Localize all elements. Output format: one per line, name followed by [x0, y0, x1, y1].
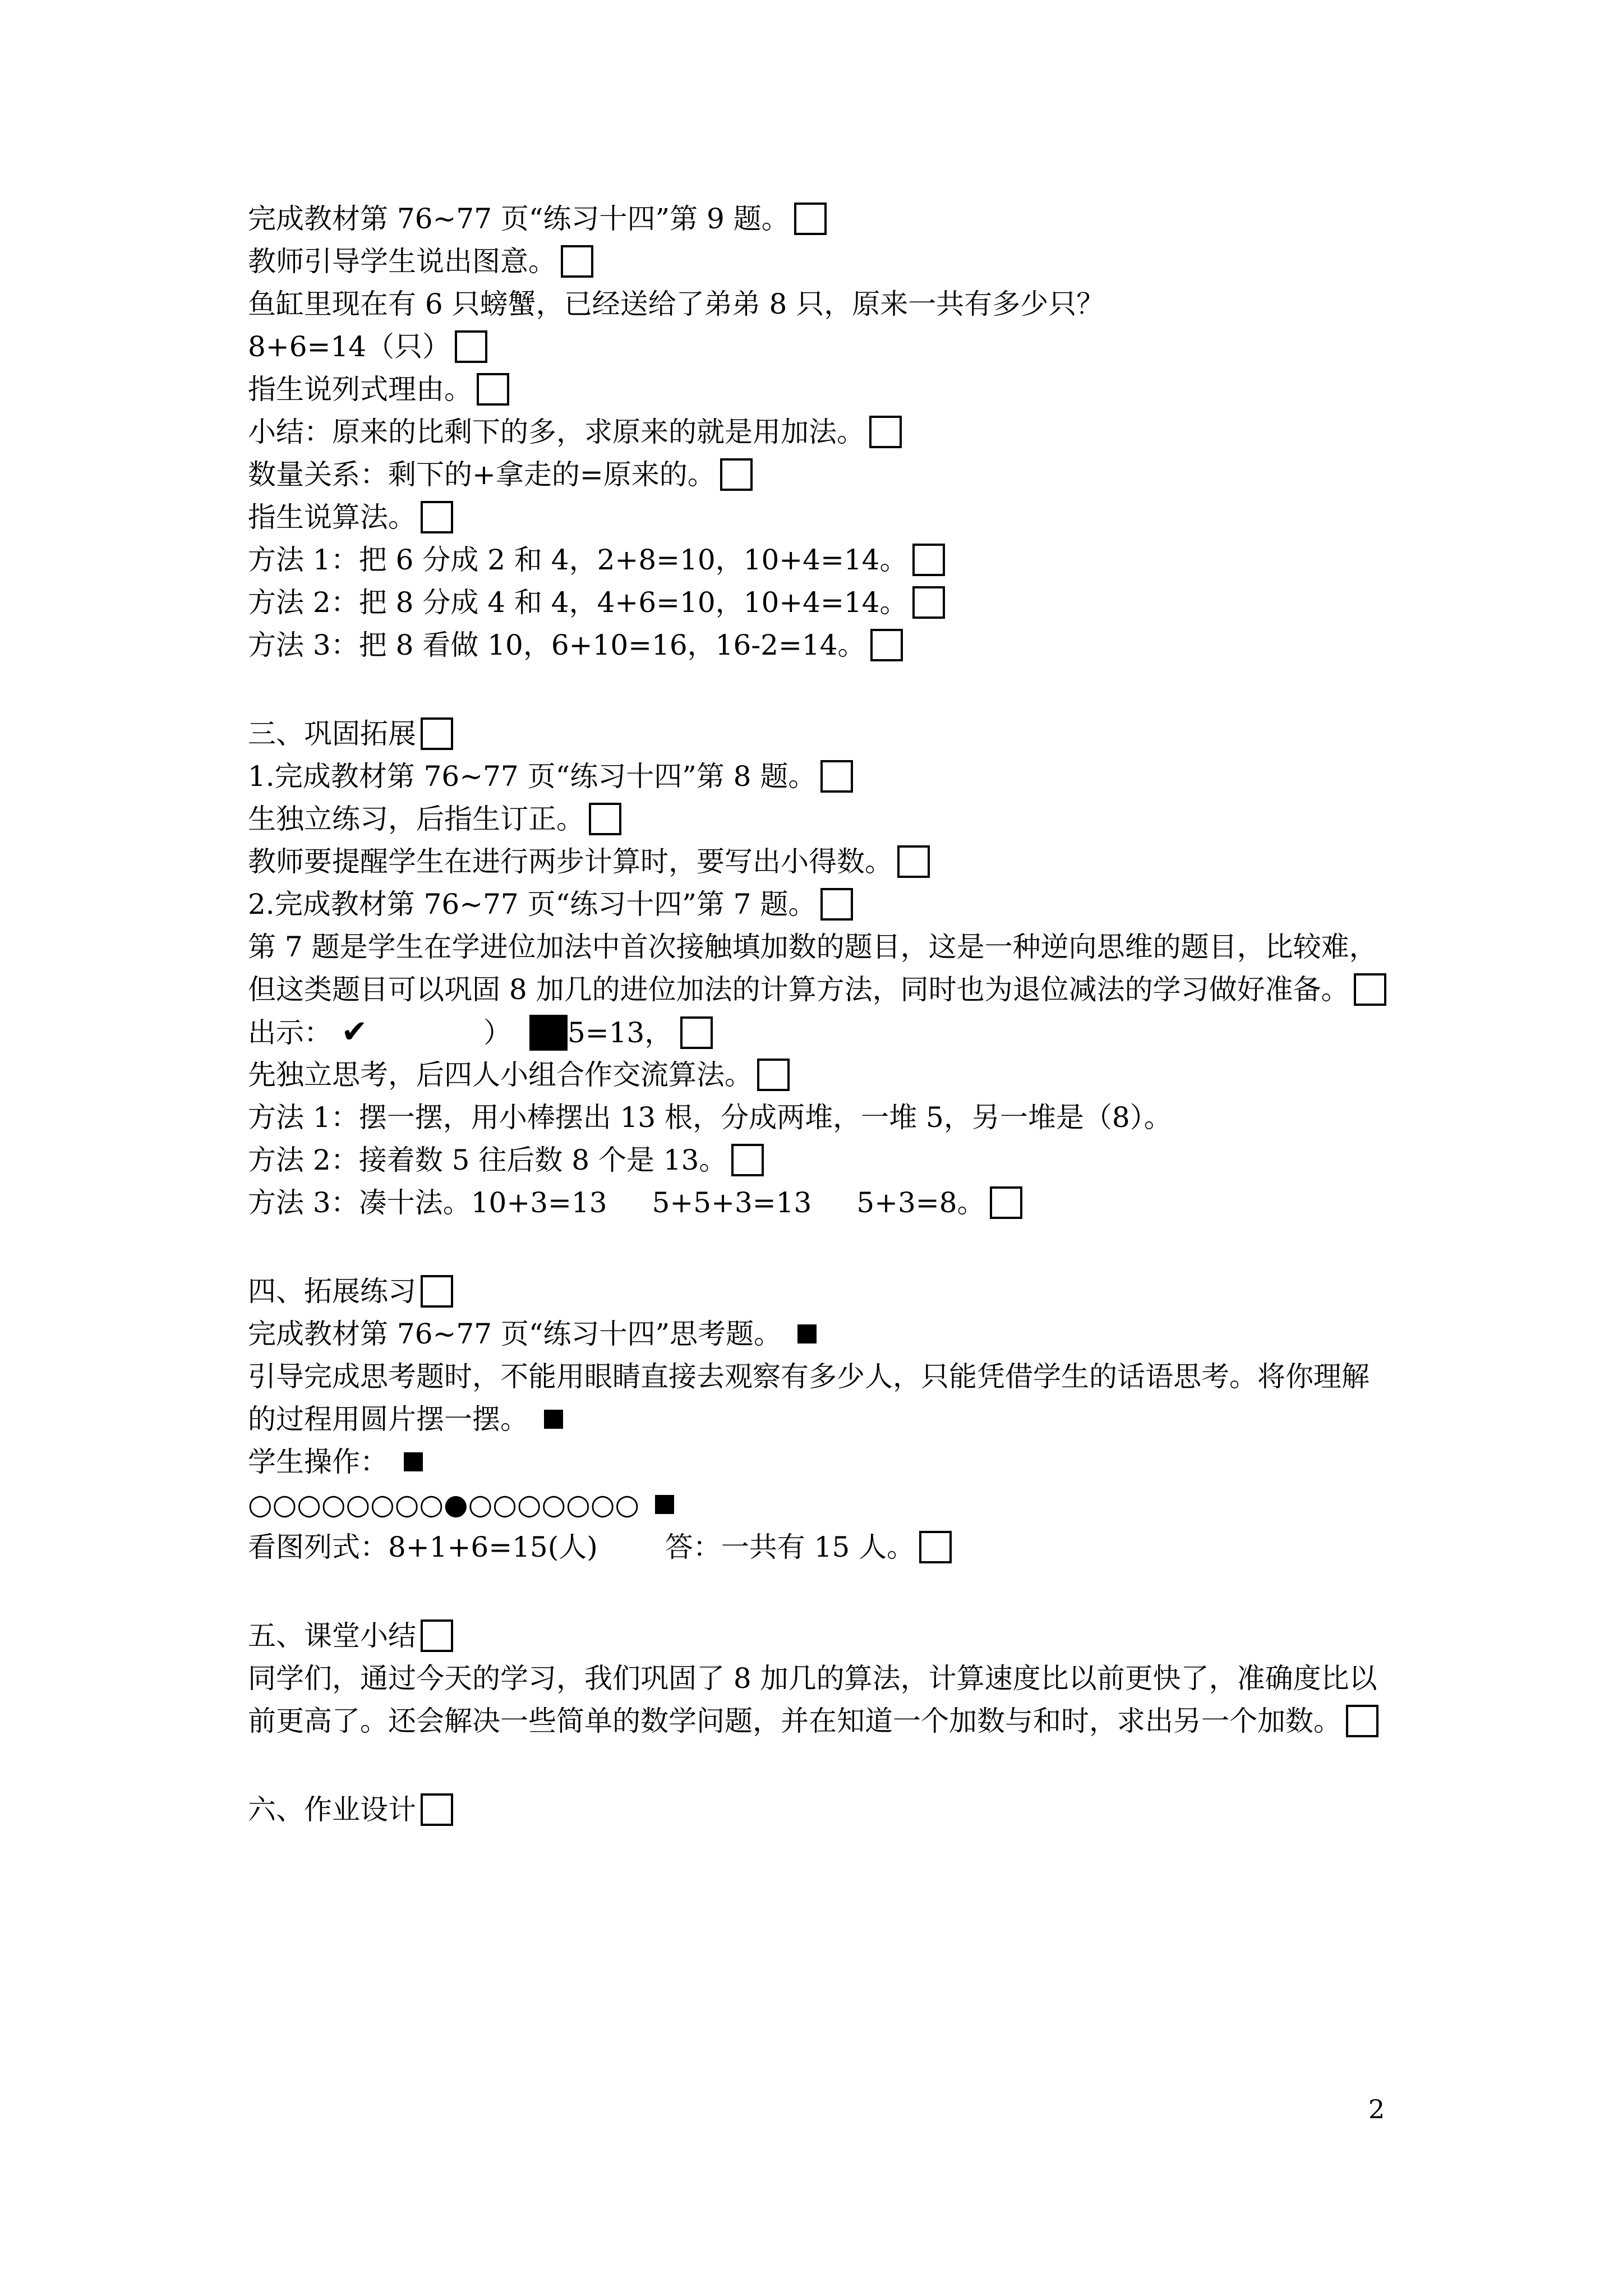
line-text: 同学们，通过今天的学习，我们巩固了 8 加几的算法，计算速度比以前更快了，准确度比以 — [248, 1662, 1377, 1695]
line-text: 小结：原来的比剩下的多，求原来的就是用加法。 — [248, 416, 865, 448]
text-line — [248, 624, 903, 666]
placeholder-box — [477, 373, 509, 406]
check-mark-icon: ✔ — [341, 1014, 368, 1050]
text-line — [248, 368, 509, 411]
line-text: 前更高了。还会解决一些简单的数学问题，并在知道一个加数与和时，求出另一个加数。 — [248, 1705, 1341, 1737]
placeholder-box — [421, 717, 453, 750]
equation-text: 5+5+3=13 — [652, 1186, 812, 1219]
text-line — [248, 1483, 674, 1526]
text-line — [248, 883, 853, 926]
equation-text: 5+3=8。 — [856, 1186, 985, 1219]
text-line — [248, 1011, 713, 1053]
line-text: 方法 1：把 6 分成 2 和 4，2+8=10，10+4=14。 — [248, 544, 908, 576]
line-text: 先独立思考，后四人小组合作交流算法。 — [248, 1059, 753, 1091]
placeholder-box — [680, 1016, 713, 1049]
filled-square-icon — [544, 1410, 563, 1429]
heading-text: 六、作业设计 — [248, 1793, 416, 1826]
line-text: 方法 2：接着数 5 往后数 8 个是 13。 — [248, 1144, 727, 1176]
placeholder-box — [820, 760, 853, 793]
equation-text: 5=13， — [568, 1016, 673, 1049]
section-heading — [248, 712, 453, 755]
line-text: 引导完成思考题时，不能用眼睛直接去观察有多少人，只能凭借学生的话语思考。将你理解 — [248, 1360, 1370, 1393]
placeholder-box — [589, 803, 621, 835]
line-text: 出示： — [248, 1016, 332, 1049]
placeholder-box — [912, 544, 945, 576]
placeholder-box — [421, 1793, 453, 1826]
text-line — [248, 1526, 952, 1568]
placeholder-box — [820, 888, 853, 921]
placeholder-box — [455, 330, 487, 363]
text-line — [248, 240, 593, 283]
line-text: 完成教材第 76~77 页“练习十四”第 9 题。 — [248, 203, 790, 235]
line-text: 方法 2：把 8 分成 4 和 4，4+6=10，10+4=14。 — [248, 586, 908, 619]
text-line — [248, 197, 827, 240]
filled-square-icon — [655, 1495, 674, 1514]
text-line — [248, 798, 621, 840]
line-text: 教师引导学生说出图意。 — [248, 245, 556, 278]
line-text: 第 7 题是学生在学进位加法中首次接触填加数的题目，这是一种逆向思维的题目，比较难， — [248, 931, 1377, 963]
section-heading — [248, 1788, 453, 1831]
placeholder-box — [757, 1059, 790, 1091]
placeholder-box — [421, 501, 453, 533]
line-text: 教师要提醒学生在进行两步计算时，要写出小得数。 — [248, 845, 893, 878]
line-text: 生独立练习，后指生订正。 — [248, 803, 584, 835]
line-text: 2.完成教材第 76~77 页“练习十四”第 7 题。 — [248, 888, 817, 921]
text-line — [248, 926, 1377, 968]
placeholder-box — [421, 1275, 453, 1308]
heading-text: 五、课堂小结 — [248, 1619, 416, 1652]
filled-square-icon — [797, 1324, 817, 1343]
filled-square-icon — [404, 1452, 423, 1471]
line-text: 学生操作： — [248, 1446, 388, 1478]
placeholder-box — [1354, 973, 1386, 1006]
placeholder-box — [731, 1144, 764, 1176]
text-line — [248, 1700, 1378, 1742]
section-heading — [248, 1270, 453, 1313]
line-text: 但这类题目可以巩固 8 加几的进位加法的计算方法，同时也为退位减法的学习做好准备。 — [248, 973, 1349, 1006]
heading-text: 四、拓展练习 — [248, 1275, 416, 1308]
text-line — [248, 1657, 1377, 1700]
placeholder-box — [720, 458, 753, 491]
answer-text: 答：一共有 15 人。 — [665, 1531, 915, 1563]
section-heading — [248, 1614, 453, 1657]
text-line — [248, 539, 945, 581]
line-text: 数量关系：剩下的+拿走的=原来的。 — [248, 458, 716, 491]
placeholder-box — [561, 245, 593, 278]
text-line — [248, 1139, 764, 1181]
placeholder-box — [870, 629, 903, 661]
line-text: 8+6=14（只） — [248, 330, 451, 363]
placeholder-box — [421, 1619, 453, 1652]
placeholder-box — [919, 1531, 952, 1563]
filled-square-icon — [529, 1015, 568, 1051]
line-text: 完成教材第 76~77 页“练习十四”思考题。 — [248, 1318, 782, 1350]
text-line — [248, 581, 945, 624]
line-text: 看图列式：8+1+6=15(人) — [248, 1531, 598, 1563]
text-line — [248, 283, 1104, 325]
placeholder-box — [794, 203, 827, 235]
text-line — [248, 1441, 423, 1483]
line-text: 1.完成教材第 76~77 页“练习十四”第 8 题。 — [248, 760, 817, 793]
text-line — [248, 840, 930, 883]
text-line — [248, 1398, 563, 1441]
text-line — [248, 411, 902, 453]
text-line — [248, 1096, 1172, 1139]
line-text: 方法 1：摆一摆，用小棒摆出 13 根，分成两堆，一堆 5，另一堆是（8）。 — [248, 1101, 1172, 1134]
paren-text: ） — [483, 1016, 511, 1049]
line-text: 的过程用圆片摆一摆。 — [248, 1403, 528, 1435]
text-line — [248, 1053, 790, 1096]
text-line — [248, 968, 1386, 1011]
text-line — [248, 755, 853, 798]
text-line — [248, 496, 453, 539]
placeholder-box — [912, 586, 945, 619]
line-text: 方法 3：凑十法。10+3=13 — [248, 1186, 607, 1219]
circle-row-text: ○○○○○○○○●○○○○○○○ — [248, 1488, 640, 1521]
heading-text: 三、巩固拓展 — [248, 717, 416, 750]
placeholder-box — [1346, 1705, 1378, 1737]
line-text: 鱼缸里现在有 6 只螃蟹，已经送给了弟弟 8 只，原来一共有多少只？ — [248, 288, 1105, 320]
text-line — [248, 325, 487, 368]
text-line — [248, 1355, 1370, 1398]
page-number: 2 — [1368, 2094, 1385, 2124]
placeholder-box — [897, 845, 930, 878]
line-text: 方法 3：把 8 看做 10，6+10=16，16-2=14。 — [248, 629, 866, 661]
text-line — [248, 453, 753, 496]
line-text: 指生说算法。 — [248, 501, 416, 533]
text-line — [248, 1313, 817, 1355]
line-text: 指生说列式理由。 — [248, 373, 472, 406]
placeholder-box — [990, 1186, 1022, 1219]
placeholder-box — [869, 416, 902, 448]
text-line — [248, 1181, 1022, 1224]
